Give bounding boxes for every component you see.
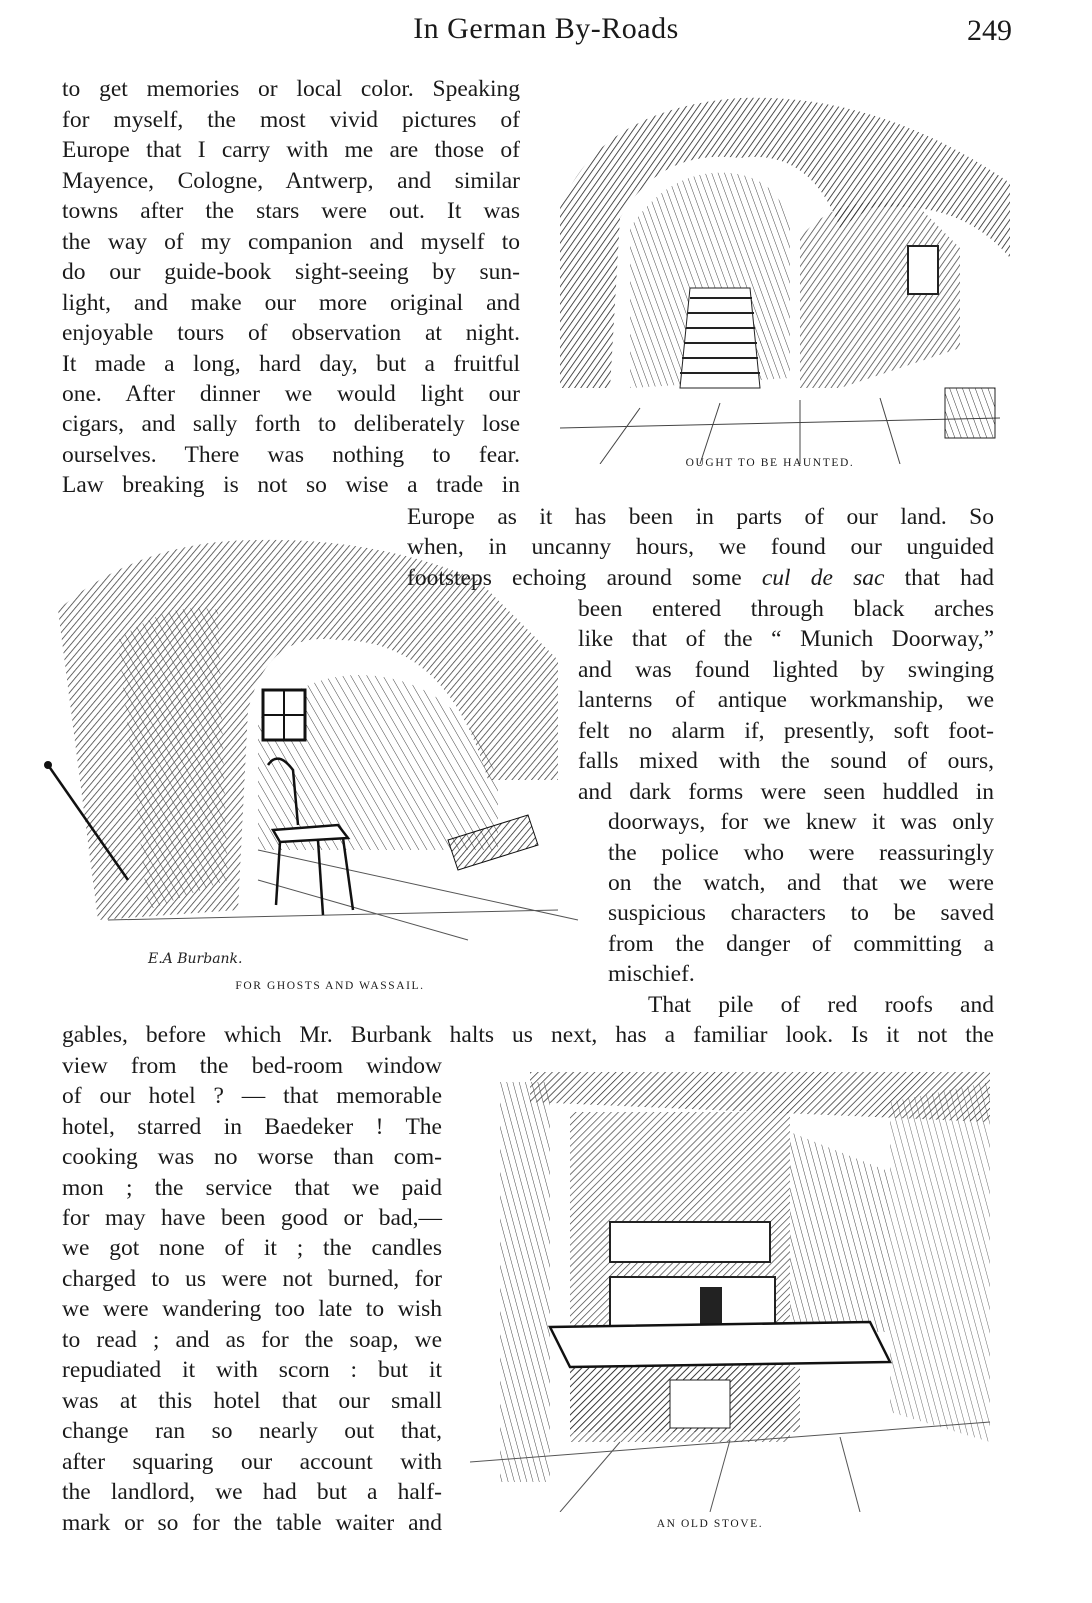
text-line: we got none of it ; the candles [62,1235,442,1261]
running-title: In German By-Roads [413,12,679,45]
text-line: charged to us were not burned, for [62,1266,442,1292]
caption-old-stove: AN OLD STOVE. [656,1518,764,1530]
artist-signature: E.A Burbank. [148,951,243,967]
text-line: on the watch, and that we were [608,870,994,896]
page-number: 249 [967,14,1012,47]
caption-cellar: FOR GHOSTS AND WASSAIL. [235,980,425,992]
text-line: to get memories or local color. Speaking [62,76,520,102]
text-line: for myself, the most vivid pictures of [62,107,520,133]
text-line: Mayence, Cologne, Antwerp, and similar [62,168,520,194]
illustration-old-stove [470,1062,1000,1512]
text-line: gables, before which Mr. Burbank halts us next, has a familiar look. Is it not the [62,1022,994,1048]
text-line: falls mixed with the sound of ours, [578,748,994,774]
text-line: mon ; the service that we paid [62,1175,442,1201]
text-line: like that of the “ Munich Doorway,” [578,626,994,652]
text-line: Europe as it has been in parts of our land. So [407,504,994,530]
text-line: cigars, and sally forth to deliberately lose [62,411,520,437]
text-line: mischief. [608,961,695,987]
caption-vaulted-passage: OUGHT TO BE HAUNTED. [685,457,855,469]
text-line: the landlord, we had but a half- [62,1479,442,1505]
text-line: was at this hotel that our small [62,1388,442,1414]
text-line: when, in uncanny hours, we found our unguided [407,534,994,560]
text-line: cooking was no worse than com- [62,1144,442,1170]
text-line: after squaring our account with [62,1449,442,1475]
text-line: hotel, starred in Baedeker ! The [62,1114,442,1140]
text-line: lanterns of antique workmanship, we [578,687,994,713]
text-line: Law breaking is not so wise a trade in [62,472,520,498]
text-line: to read ; and as for the soap, we [62,1327,442,1353]
text-span: that had [904,565,994,591]
text-line: mark or so for the table waiter and [62,1510,442,1536]
text-line: view from the bed-room window [62,1053,442,1079]
text-line: change ran so nearly out that, [62,1418,442,1444]
text-line: ourselves. There was nothing to fear. [62,442,520,468]
text-line: towns after the stars were out. It was [62,198,520,224]
text-line: It made a long, hard day, but a fruitful [62,351,520,377]
text-line: from the danger of committing a [608,931,994,957]
text-line: repudiated it with scorn : but it [62,1357,442,1383]
text-line: and dark forms were seen huddled in [578,779,994,805]
text-line: light, and make our more original and [62,290,520,316]
italic-phrase: cul de sac [761,565,885,591]
text-line: of our hotel ? — that memorable [62,1083,442,1109]
text-line: suspicious characters to be saved [608,900,994,926]
text-line: do our guide-book sight-seeing by sun- [62,259,520,285]
text-line: and was found lighted by swinging [578,657,994,683]
illustration-vaulted-passage [540,88,1010,464]
text-line: the way of my companion and myself to [62,229,520,255]
text-line: Europe that I carry with me are those of [62,137,520,163]
text-line-with-italic [407,563,994,594]
text-line: been entered through black arches [578,596,994,622]
text-line: the police who were reassuringly [608,840,994,866]
text-line: That pile of red roofs and [648,992,994,1018]
text-span: footsteps echoing around some [407,565,742,591]
text-line: we were wandering too late to wish [62,1296,442,1322]
text-line: enjoyable tours of observation at night. [62,320,520,346]
text-line: felt no alarm if, presently, soft foot- [578,718,994,744]
text-line: one. After dinner we would light our [62,381,520,407]
text-line: doorways, for we knew it was only [608,809,994,835]
text-line: for may have been good or bad,— [62,1205,442,1231]
